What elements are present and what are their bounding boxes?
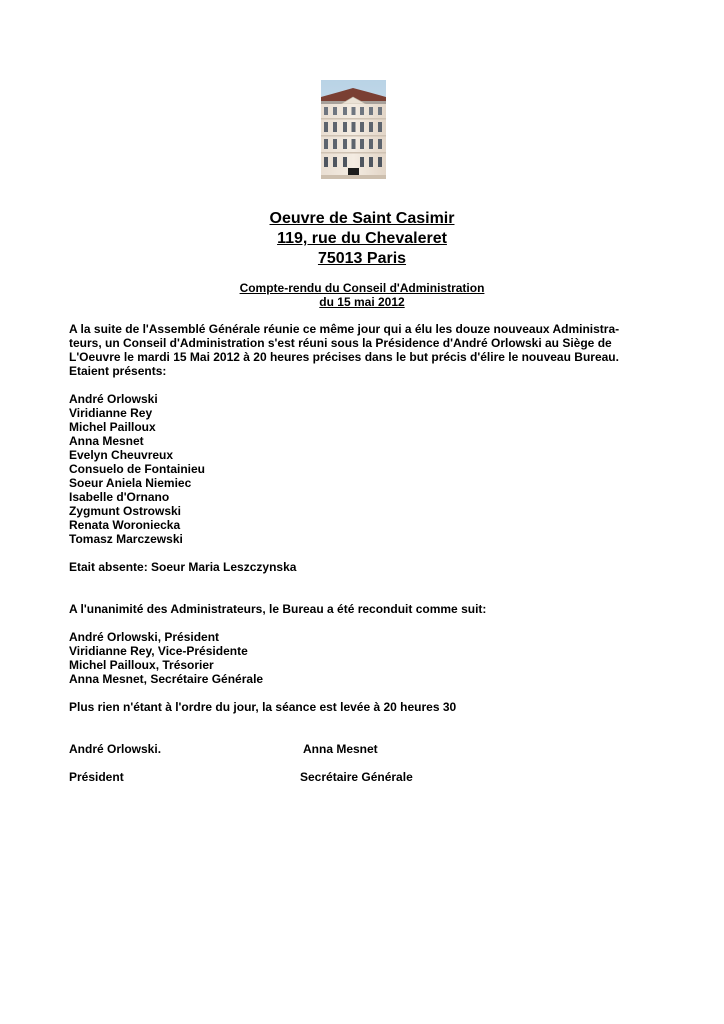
attendee-name: Viridianne Rey (69, 406, 153, 420)
org-city: 75013 Paris (317, 250, 407, 267)
document-date: du 15 mai 2012 (319, 295, 405, 309)
signature-right-title: Secrétaire Générale (300, 770, 413, 784)
closing-statement: Plus rien n'étant à l'ordre du jour, la séance est levée à 20 heures 30 (69, 700, 457, 714)
signature-left-title: Président (69, 770, 124, 784)
org-street: 119, rue du Chevaleret (277, 230, 447, 247)
signature-right-name: Anna Mesnet (303, 742, 378, 756)
absent-note: Etait absente: Soeur Maria Leszczynska (69, 560, 297, 574)
attendee-name: Zygmunt Ostrowski (69, 504, 182, 518)
building-photo (321, 80, 386, 179)
bureau-member: Michel Pailloux, Trésorier (69, 658, 214, 672)
attendee-name: Renata Woroniecka (69, 518, 181, 532)
attendee-name: Michel Pailloux (69, 420, 156, 434)
bureau-member: Viridianne Rey, Vice-Présidente (69, 644, 248, 658)
intro-line: teurs, un Conseil d'Administration s'est réuni sous la Présidence d'André Orlowski au Siège de (69, 336, 612, 350)
signature-left-name: André Orlowski. (69, 742, 162, 756)
bureau-intro: A l'unanimité des Administrateurs, le Bureau a été reconduit comme suit: (69, 602, 487, 616)
attendee-name: André Orlowski (69, 392, 158, 406)
attendee-name: Anna Mesnet (69, 434, 144, 448)
organization-header (0, 209, 724, 269)
bureau-member: Anna Mesnet, Secrétaire Générale (69, 672, 264, 686)
attendee-name: Soeur Aniela Niemiec (69, 476, 192, 490)
intro-line: Etaient présents: (69, 364, 167, 378)
document-title: Compte-rendu du Conseil d'Administration (239, 281, 485, 295)
intro-line: L'Oeuvre le mardi 15 Mai 2012 à 20 heures précises dans le but précis d'élire le nouveau Bureau. (69, 350, 619, 364)
bureau-member: André Orlowski, Président (69, 630, 220, 644)
intro-line: A la suite de l'Assemblé Générale réunie ce même jour qui a élu les douze nouveaux Administra- (69, 322, 620, 336)
org-name: Oeuvre de Saint Casimir (269, 210, 455, 227)
document-title-block (0, 281, 724, 309)
attendee-name: Consuelo de Fontainieu (69, 462, 206, 476)
attendee-name: Tomasz Marczewski (69, 532, 183, 546)
attendee-name: Evelyn Cheuvreux (69, 448, 174, 462)
attendee-name: Isabelle d'Ornano (69, 490, 170, 504)
